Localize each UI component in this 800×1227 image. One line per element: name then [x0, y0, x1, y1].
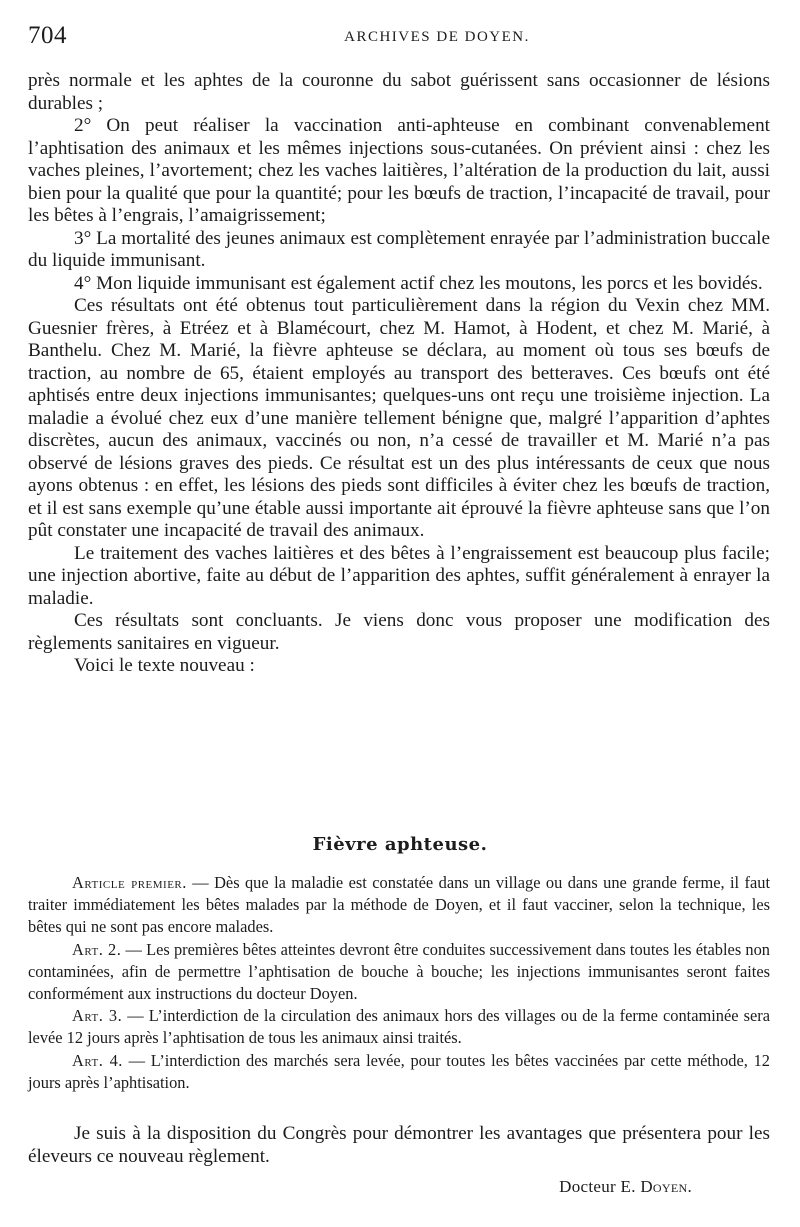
paragraph: Ces résultats ont été obtenus tout particulièrement dans la région du Vexin chez MM. Guesnier frères, à Etréez et à Blamécourt, chez M. Hamot, à Hodent, et chez M. Marié, à Banthelu. Chez M. Marié, la fièvre aphteuse se déclara, au moment où tous ses bœufs de traction, au nombre de 65, étaient employés au transport des betteraves. Ces bœufs ont été aphtisés entre deux injections immunisantes; quelques-uns ont reçu une troisième injection. La maladie a évolué chez eux d’une manière tellement bénigne que, malgré l’apparition d’aphtes discrètes, aucun des animaux, vaccinés ou non, n’a cessé de travailler et M. Marié n’a pas observé de lésions graves des pieds. Ce résultat est un des plus intéressants de ceux que nous ayons obtenus : en effet, les lésions des pieds sont difficiles à éviter chez les bœufs de traction, et il est sans exemple qu’une étable aussi importante ait éprouvé la fièvre aphteuse sans que l’on pût constater une incapacité de travail des animaux.	[28, 295, 770, 541]
closing-text	[28, 1123, 770, 1168]
article-label: Article premier.	[72, 873, 187, 892]
running-head: ARCHIVES DE DOYEN.	[344, 29, 530, 45]
article-text: — Dès que la maladie est constatée dans un village ou dans une grande ferme, il faut traiter immédiatement les bêtes malades par la méthode de Doyen, et il faut vacciner, selon la technique, les bêtes qui ne sont pas encore malades.	[28, 873, 770, 937]
article-text: — L’interdiction des marchés sera levée, pour toutes les bêtes vaccinées par cette méthode, 12 jours après l’aphtisation.	[28, 1050, 770, 1092]
article-item	[28, 872, 770, 939]
articles-list	[28, 872, 770, 1094]
body-text	[28, 70, 770, 678]
article-item	[28, 1050, 770, 1094]
paragraph: près normale et les aphtes de la couronne du sabot guérissent sans occasionner de lésions durables ;	[28, 70, 770, 114]
paragraph: Ces résultats sont concluants. Je viens donc vous proposer une modification des règlements sanitaires en vigueur.	[28, 610, 770, 654]
section-title: Fièvre aphteuse.	[312, 834, 488, 855]
page-header	[28, 22, 776, 52]
paragraph: Le traitement des vaches laitières et des bêtes à l’engraissement est beaucoup plus facile; une injection abortive, faite au début de l’apparition des aphtes, suffit généralement à enrayer la maladie.	[28, 542, 770, 609]
article-item	[28, 1005, 770, 1049]
article-text: — Les premières bêtes atteintes devront être conduites successivement dans toutes les étables non contaminées, afin de permettre l’aphtisation de bouche à bouche; les injections immunisantes seront faites conformément aux instructions du docteur Doyen.	[28, 939, 770, 1004]
signature-prefix: Docteur E.	[559, 1177, 641, 1196]
paragraph: 2° On peut réaliser la vaccination anti-aphteuse en combinant convenablement l’aphtisation des animaux et les mêmes injections sous-cutanées. On prévient ainsi : chez les vaches pleines, l’avortement; chez les vaches laitières, l’altération de la production du lait, aussi bien pour la qualité que pour la quantité; pour les bœufs de traction, l’incapacité de travail, pour les bêtes à l’engrais, l’amaigrissement;	[28, 115, 770, 226]
paragraph: 4° Mon liquide immunisant est également actif chez les moutons, les porcs et les bovidés.	[74, 272, 763, 294]
article-label: Art. 3.	[72, 1006, 123, 1026]
article-label: Art. 2.	[72, 939, 122, 959]
page-number: 704	[28, 22, 67, 49]
paragraph: Voici le texte nouveau :	[74, 655, 255, 676]
paragraph: 3° La mortalité des jeunes animaux est complètement enrayée par l’administration buccale du liquide immunisant.	[28, 227, 770, 271]
article-label: Art. 4.	[72, 1050, 123, 1070]
closing-paragraph: Je suis à la disposition du Congrès pour démontrer les avantages que présentera pour les éleveurs ce nouveau règlement.	[28, 1123, 770, 1167]
article-text: — L’interdiction de la circulation des animaux hors des villages ou de la ferme contaminée sera levée 12 jours après l’aphtisation de tous les animaux ainsi traités.	[28, 1006, 770, 1048]
signature	[559, 1177, 692, 1197]
signature-name: Doyen.	[640, 1177, 692, 1196]
article-item	[28, 939, 770, 1006]
